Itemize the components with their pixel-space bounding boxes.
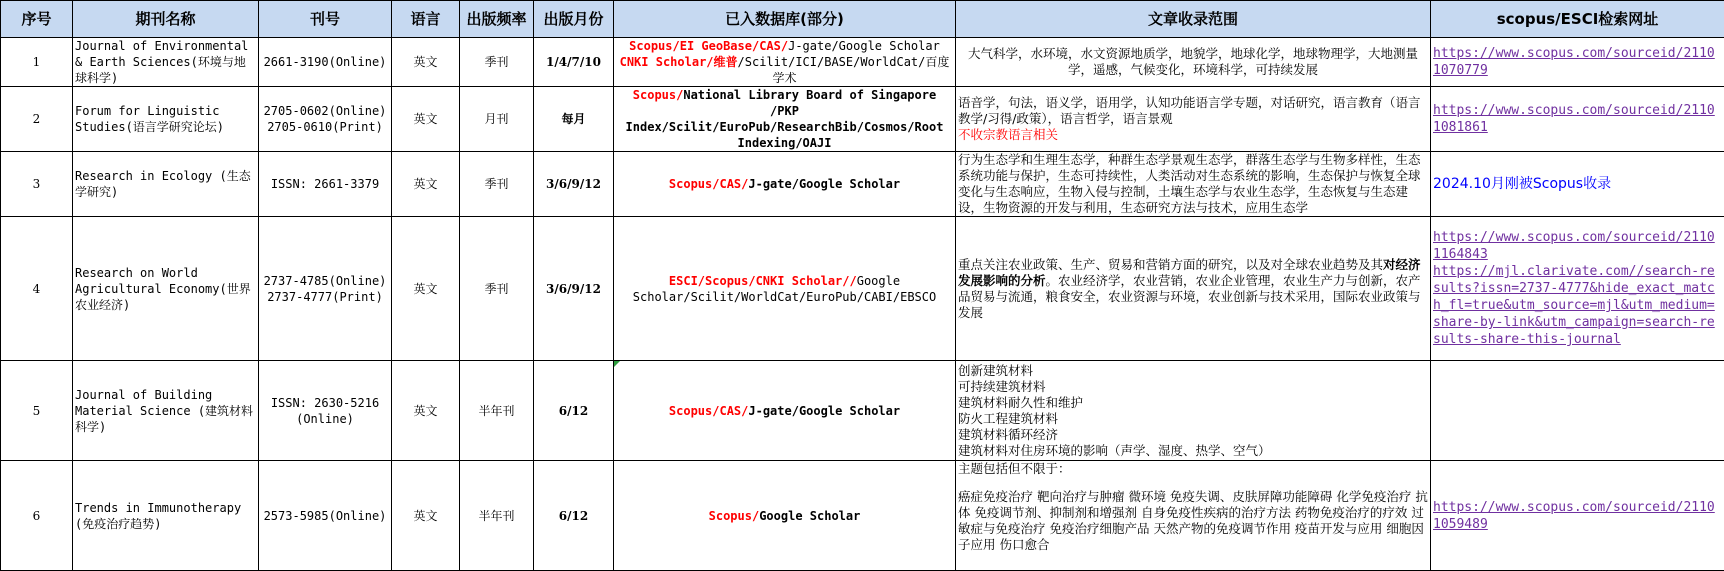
journal-months: 3/6/9/12 <box>534 152 614 217</box>
db-red: Scopus/ <box>709 509 760 523</box>
journal-name: Research in Ecology (生态学研究) <box>73 152 259 217</box>
scope-line: 建筑材料耐久性和维护 <box>958 395 1428 411</box>
journal-issn: ISSN: 2661-3379 <box>259 152 392 217</box>
scopus-link[interactable]: https://www.scopus.com/sourceid/21101081861 <box>1433 103 1715 135</box>
journal-scope <box>956 361 1431 461</box>
journal-databases <box>614 217 956 361</box>
scope-line: 可持续建筑材料 <box>958 379 1428 395</box>
journal-issn <box>259 361 392 461</box>
journal-months: 6/12 <box>534 461 614 571</box>
journal-url-cell <box>1431 87 1724 152</box>
table-row <box>1 217 1724 361</box>
db-black: J-gate/Google Scholar <box>788 39 940 53</box>
journal-name: Journal of Environmental & Earth Sciences(环境与地球科学) <box>73 38 259 87</box>
issn-print: 2737-4777(Print) <box>267 290 383 304</box>
journal-lang: 英文 <box>392 152 460 217</box>
journal-name: Trends in Immunotherapy (免疫治疗趋势) <box>73 461 259 571</box>
scope-line: 建筑材料循环经济 <box>958 427 1428 443</box>
journal-freq: 季刊 <box>460 38 534 87</box>
db-red: Scopus/ <box>633 88 684 102</box>
table-row <box>1 152 1724 217</box>
row-no: 1 <box>1 38 73 87</box>
db-red-2: CNKI Scholar/维普 <box>620 55 738 69</box>
db-black: Google Scholar <box>759 509 860 523</box>
db-black: J-gate/Google Scholar <box>748 177 900 191</box>
row-no: 3 <box>1 152 73 217</box>
journal-issn <box>259 217 392 361</box>
journal-url-cell <box>1431 38 1724 87</box>
journal-months: 6/12 <box>534 361 614 461</box>
esci-link[interactable]: https://mjl.clarivate.com//search-results?issn=2737-4777&hide_exact_match_fl=true&utm_source=mjl&utm_medium=share-by-link&utm_campaign=search-results-share-this-journal <box>1433 264 1715 347</box>
journal-issn <box>259 87 392 152</box>
row-no: 2 <box>1 87 73 152</box>
scope-bold: 对经济发展影响的分析 <box>958 257 1421 288</box>
journal-freq: 半年刊 <box>460 461 534 571</box>
journal-databases <box>614 361 956 461</box>
journal-name: Forum for Linguistic Studies(语言学研究论坛) <box>73 87 259 152</box>
row-no: 5 <box>1 361 73 461</box>
journal-lang: 英文 <box>392 38 460 87</box>
scope-note: 不收宗教语言相关 <box>958 127 1058 142</box>
scope-line: 建筑材料对住房环境的影响（声学、湿度、热学、空气） <box>958 443 1428 459</box>
header-url: scopus/ESCI检索网址 <box>1431 1 1724 38</box>
db-red: Scopus/EI GeoBase/CAS/ <box>629 39 788 53</box>
journal-freq: 季刊 <box>460 217 534 361</box>
journal-databases <box>614 461 956 571</box>
scopus-link[interactable]: https://www.scopus.com/sourceid/21101070779 <box>1433 46 1715 78</box>
journal-freq: 半年刊 <box>460 361 534 461</box>
journal-scope: 大气科学，水环境，水文资源地质学，地貌学，地球化学，地球物理学，大地测量学，遥感，气候变化，环境科学，可持续发展 <box>956 38 1431 87</box>
journal-name: Journal of Building Material Science (建筑材料科学) <box>73 361 259 461</box>
journal-name: Research on World Agricultural Economy(世界农业经济) <box>73 217 259 361</box>
journal-freq: 季刊 <box>460 152 534 217</box>
header-name: 期刊名称 <box>73 1 259 38</box>
journal-scope <box>956 461 1431 571</box>
scope-text: 语音学，句法，语义学，语用学，认知功能语言学专题，对话研究，语言教育（语言教学/习得/政策），语言哲学，语言景观 <box>958 95 1421 126</box>
journal-months: 3/6/9/12 <box>534 217 614 361</box>
issn-online: 2737-4785(Online) <box>264 274 387 288</box>
db-black: National Library Board of Singapore /PKP Index/Scilit/EuroPub/ResearchBib/Cosmos/Root Indexing/OAJI <box>626 88 944 150</box>
header-months: 出版月份 <box>534 1 614 38</box>
scope-text-a: 重点关注农业政策、生产、贸易和营销方面的研究，以及对全球农业趋势及其 <box>958 257 1383 272</box>
row-no: 4 <box>1 217 73 361</box>
scope-line: 创新建筑材料 <box>958 363 1428 379</box>
db-black-2: /Scilit/ICI/BASE/WorldCat/百度学术 <box>738 55 950 85</box>
journal-scope: 行为生态学和生理生态学，种群生态学景观生态学，群落生态学与生物多样性，生态系统功能与保护，生态可持续性，人类活动对生态系统的影响，生态保护与恢复全球变化与生态响应，生物入侵与控制，土壤生态学与农业生态学，生态恢复与生态建设，生物资源的开发与利用，生态研究方法与技术，应用生态学 <box>956 152 1431 217</box>
scope-text-b: 。农业经济学，农业营销，农业企业管理，农业生产力与创新，农产品贸易与流通，粮食安全，农业资源与环境，农业创新与技术采用，国际农业政策与发展 <box>958 273 1421 320</box>
issn-online: 2705-0602(Online) <box>264 104 387 118</box>
journal-scope <box>956 217 1431 361</box>
journal-issn: 2661-3190(Online) <box>259 38 392 87</box>
issn-online: ISSN: 2630-5216 <box>271 396 379 410</box>
journal-lang: 英文 <box>392 87 460 152</box>
scope-body: 癌症免疫治疗 靶向治疗与肿瘤 微环境 免疫失调、皮肤屏障功能障碍 化学免疫治疗 抗体 免疫调节剂、抑制剂和增强剂 自身免疫性疾病的治疗方法 药物免疫治疗的疗效 过敏症与免疫治疗 免疫治疗细胞产品 天然产物的免疫调节作用 疫苗开发与应用 细胞因子应用 伤口愈合 <box>958 489 1428 553</box>
scopus-note: 2024.10月刚被Scopus收录 <box>1433 176 1611 192</box>
db-red: Scopus/CAS/ <box>669 404 748 418</box>
journal-url-cell <box>1431 217 1724 361</box>
journal-lang: 英文 <box>392 461 460 571</box>
journal-url-cell <box>1431 361 1724 461</box>
journal-lang: 英文 <box>392 361 460 461</box>
table-row <box>1 87 1724 152</box>
header-row <box>1 1 1724 38</box>
journal-databases <box>614 38 956 87</box>
journal-months: 1/4/7/10 <box>534 38 614 87</box>
journal-scope <box>956 87 1431 152</box>
journal-databases <box>614 152 956 217</box>
table-row <box>1 461 1724 571</box>
header-no: 序号 <box>1 1 73 38</box>
db-red: Scopus/CAS/ <box>669 177 748 191</box>
db-black: J-gate/Google Scholar <box>748 404 900 418</box>
header-lang: 语言 <box>392 1 460 38</box>
header-issn: 刊号 <box>259 1 392 38</box>
header-scope: 文章收录范围 <box>956 1 1431 38</box>
header-freq: 出版频率 <box>460 1 534 38</box>
scope-head: 主题包括但不限于： <box>958 461 1428 477</box>
journal-databases <box>614 87 956 152</box>
journal-lang: 英文 <box>392 217 460 361</box>
table-row <box>1 361 1724 461</box>
header-db: 已入数据库(部分) <box>614 1 956 38</box>
db-black: Google Scholar/Scilit/WorldCat/EuroPub/CABI/EBSCO <box>633 274 936 304</box>
scopus-link[interactable]: https://www.scopus.com/sourceid/21101059489 <box>1433 500 1715 532</box>
row-no: 6 <box>1 461 73 571</box>
journal-issn: 2573-5985(Online) <box>259 461 392 571</box>
issn-print: 2705-0610(Print) <box>267 120 383 134</box>
journal-months: 每月 <box>534 87 614 152</box>
scope-line: 防火工程建筑材料 <box>958 411 1428 427</box>
journal-url-cell <box>1431 461 1724 571</box>
table-row <box>1 38 1724 87</box>
journal-url-cell <box>1431 152 1724 217</box>
scopus-link[interactable]: https://www.scopus.com/sourceid/21101164843 <box>1433 230 1715 262</box>
db-red: ESCI/Scopus/CNKI Scholar// <box>669 274 857 288</box>
issn-note: (Online) <box>296 412 354 426</box>
journal-freq: 月刊 <box>460 87 534 152</box>
